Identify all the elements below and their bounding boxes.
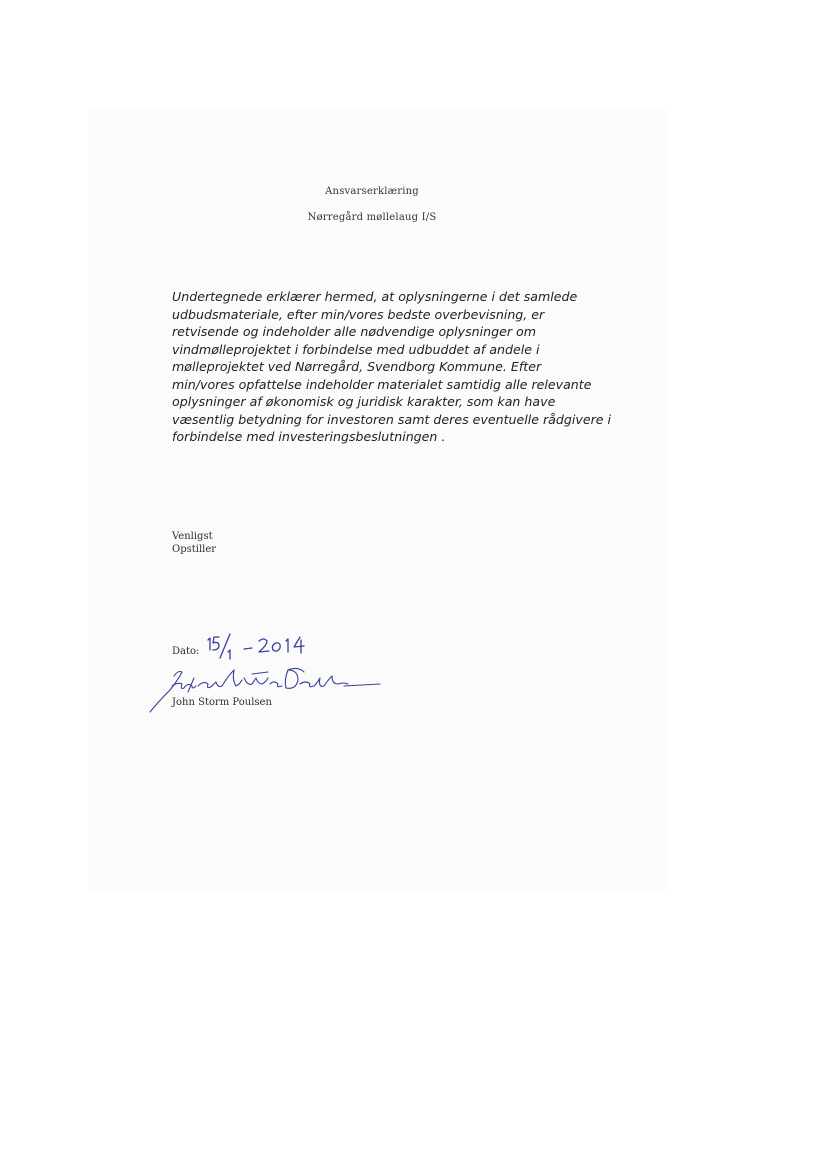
signer-name: John Storm Poulsen — [172, 697, 272, 708]
declaration-line: vindmølleprojektet i forbindelse med udbuddet af andele i — [172, 341, 540, 357]
declaration-line: retvisende og indeholder alle nødvendige oplysninger om — [172, 324, 537, 339]
declaration-text — [172, 288, 611, 446]
document-title: Ansvarserklæring — [325, 186, 419, 197]
declaration-line: forbindelse med investeringsbeslutningen . — [172, 429, 446, 444]
document-subtitle: Nørregård møllelaug I/S — [307, 212, 437, 223]
closing-role: Opstiller — [172, 544, 217, 555]
declaration-line: min/vores opfattelse indeholder materialet samtidig alle relevante — [172, 376, 592, 392]
date-label: Dato: — [172, 646, 200, 657]
declaration-line: mølleprojektet ved Nørregård, Svendborg Kommune. Efter — [172, 359, 542, 374]
declaration-line: oplysninger af økonomisk og juridisk karakter, som kan have — [172, 394, 556, 409]
declaration-line: væsentlig betydning for investoren samt deres eventuelle rådgivere i — [172, 411, 611, 427]
declaration-line: udbudsmateriale, efter min/vores bedste overbevisning, er — [172, 306, 545, 322]
scan-background — [88, 110, 668, 890]
closing-greeting: Venligst — [172, 531, 213, 542]
declaration-line: Undertegnede erklærer hermed, at oplysningerne i det samlede — [172, 289, 578, 304]
